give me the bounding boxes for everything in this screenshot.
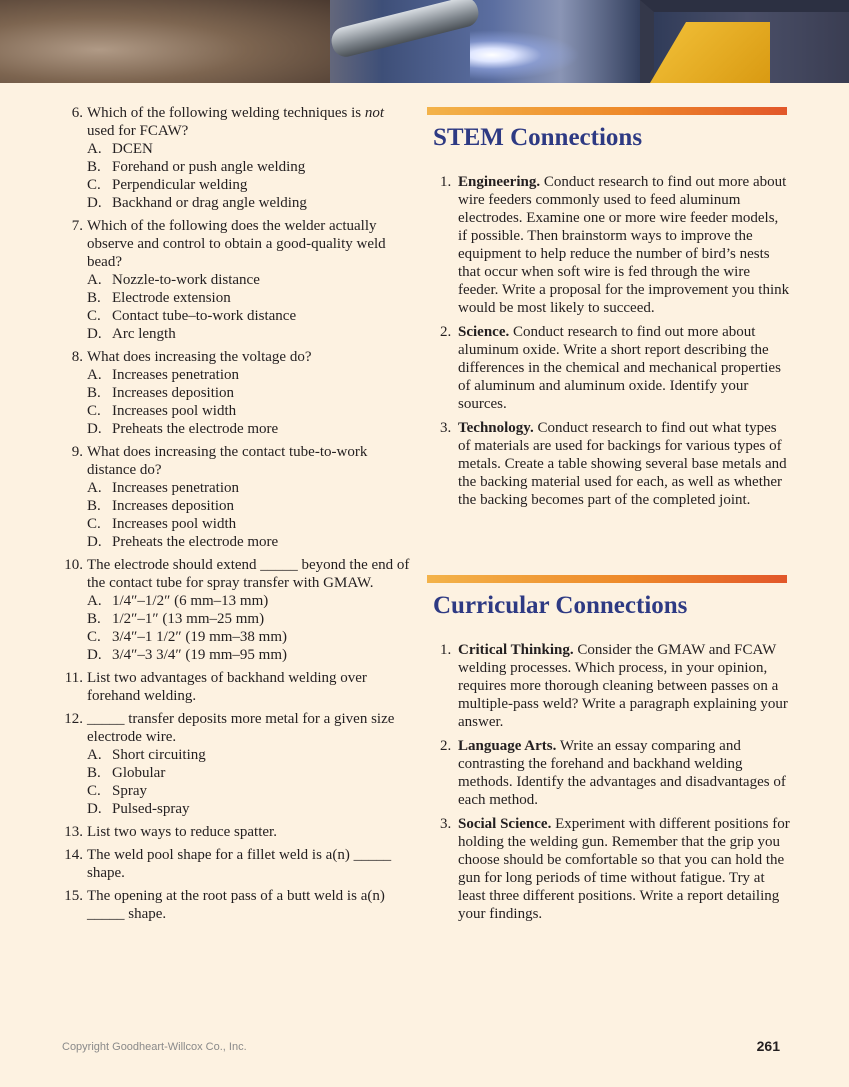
answer-options: [87, 746, 412, 818]
question-number: 11.: [64, 670, 83, 686]
option-text: 3/4″–1 1/2″ (19 mm–38 mm): [112, 629, 287, 645]
question-text: [87, 104, 412, 140]
option-text: Preheats the electrode more: [112, 421, 279, 437]
question-item: [62, 443, 412, 551]
answer-option: [87, 592, 412, 610]
item-text: [458, 641, 790, 731]
option-letter: C.: [87, 783, 101, 799]
question-item: [62, 104, 412, 212]
question-item: [62, 217, 412, 343]
question-number: 14.: [64, 847, 83, 863]
option-letter: C.: [87, 403, 101, 419]
answer-option: [87, 497, 412, 515]
question-text: _____ transfer deposits more metal for a given size electrode wire.: [87, 711, 395, 745]
answer-option: [87, 194, 412, 212]
option-letter: D.: [87, 534, 102, 550]
option-text: Pulsed-spray: [112, 801, 190, 817]
option-letter: B.: [87, 159, 101, 175]
question-text: List two ways to reduce spatter.: [87, 824, 277, 840]
answer-option: [87, 176, 412, 194]
option-text: Arc length: [112, 326, 176, 342]
answer-options: [87, 140, 412, 212]
option-text: Nozzle-to-work distance: [112, 272, 260, 288]
answer-option: [87, 746, 412, 764]
item-body: Conduct research to find out more about aluminum oxide. Write a short report describing the differences in the chemical and mechanical properties of aluminum and aluminum oxide. Identify your sources.: [458, 324, 781, 412]
question-item: [62, 348, 412, 438]
answer-option: [87, 307, 412, 325]
curricular-connections-section: [427, 575, 790, 929]
connection-item: [440, 173, 790, 317]
option-text: Increases deposition: [112, 498, 235, 514]
option-letter: A.: [87, 272, 102, 288]
answer-option: [87, 628, 412, 646]
option-letter: D.: [87, 195, 102, 211]
option-text: Forehand or push angle welding: [112, 159, 306, 175]
question-text: What does increasing the contact tube-to-work distance do?: [87, 444, 368, 478]
item-text: [458, 737, 790, 809]
option-letter: D.: [87, 801, 102, 817]
item-number: 3.: [440, 816, 452, 832]
section-title: Curricular Connections: [433, 592, 688, 619]
item-heading: Language Arts.: [458, 738, 557, 754]
option-letter: A.: [87, 747, 102, 763]
option-letter: D.: [87, 421, 102, 437]
question-text: What does increasing the voltage do?: [87, 349, 312, 365]
answer-option: [87, 420, 412, 438]
answer-option: [87, 289, 412, 307]
question-text: The opening at the root pass of a butt weld is a(n) _____ shape.: [87, 888, 385, 922]
option-text: Short circuiting: [112, 747, 206, 763]
welding-torch-image: [329, 0, 482, 60]
connection-item: [440, 641, 790, 731]
option-letter: D.: [87, 326, 102, 342]
option-letter: C.: [87, 177, 101, 193]
option-text: DCEN: [112, 141, 153, 157]
item-heading: Critical Thinking.: [458, 642, 574, 658]
item-number: 1.: [440, 174, 452, 190]
question-number: 15.: [64, 888, 83, 904]
item-body: Conduct research to find out more about wire feeders commonly used to feed aluminum electrodes. Examine one or more wire feeder models, if possible. Then brainstorm ways to improve the equipment to help reduce the number of bird’s nests that occur when soft wire is fed through the wire feeder. Write a proposal for the improvement you think would be most likely to succeed.: [458, 174, 790, 316]
connection-item: [440, 323, 790, 413]
option-letter: D.: [87, 647, 102, 663]
question-text: The weld pool shape for a fillet weld is a(n) _____ shape.: [87, 847, 392, 881]
option-text: Globular: [112, 765, 166, 781]
page-number: 261: [756, 1038, 780, 1054]
item-body: Consider the GMAW and FCAW welding processes. Which process, in your opinion, requires more thorough cleaning between passes on a multiple-pass weld? Write a paragraph explaining your answer.: [458, 642, 788, 730]
option-text: Contact tube–to-work distance: [112, 308, 297, 324]
answer-option: [87, 479, 412, 497]
welding-glove-image: [0, 0, 330, 83]
item-heading: Social Science.: [458, 816, 552, 832]
curricular-items-list: [440, 641, 790, 923]
option-text: Increases penetration: [112, 367, 240, 383]
option-letter: B.: [87, 611, 101, 627]
option-text: 3/4″–3 3/4″ (19 mm–95 mm): [112, 647, 287, 663]
item-heading: Engineering.: [458, 174, 541, 190]
copyright-notice: Copyright Goodheart-Willcox Co., Inc.: [62, 1041, 247, 1053]
answer-option: [87, 646, 412, 664]
question-item: [62, 710, 412, 818]
option-text: Spray: [112, 783, 147, 799]
section-accent-bar: [427, 575, 787, 583]
welding-arc-image: [470, 30, 580, 80]
question-number: 13.: [64, 824, 83, 840]
option-letter: A.: [87, 141, 102, 157]
header-photo-banner: [0, 0, 849, 83]
item-body: Conduct research to find out what types of materials are used for backings for various types of metals. Create a table showing several base metals and the backing material used for each, as well as whether the backing becomes part of the completed joint.: [458, 420, 787, 508]
answer-option: [87, 782, 412, 800]
answer-option: [87, 366, 412, 384]
answer-options: [87, 479, 412, 551]
option-text: 1/2″–1″ (13 mm–25 mm): [112, 611, 265, 627]
question-number: 10.: [64, 557, 83, 573]
option-letter: C.: [87, 308, 101, 324]
option-text: Increases penetration: [112, 480, 240, 496]
review-questions: [62, 104, 412, 928]
stem-items-list: [440, 173, 790, 509]
answer-option: [87, 533, 412, 551]
option-text: Increases pool width: [112, 516, 237, 532]
answer-option: [87, 800, 412, 818]
answer-option: [87, 384, 412, 402]
option-letter: C.: [87, 516, 101, 532]
question-number: 8.: [71, 349, 83, 365]
item-number: 1.: [440, 642, 452, 658]
question-number: 9.: [71, 444, 83, 460]
option-letter: B.: [87, 385, 101, 401]
option-text: 1/4″–1/2″ (6 mm–13 mm): [112, 593, 269, 609]
question-item: [62, 556, 412, 664]
question-number: 6.: [71, 105, 83, 121]
stem-connections-section: [427, 107, 790, 515]
section-accent-bar: [427, 107, 787, 115]
option-text: Preheats the electrode more: [112, 534, 279, 550]
question-item: [62, 846, 412, 882]
item-body: Write an essay comparing and contrasting the forehand and backhand welding methods. Identify the advantages and disadvantages of each method.: [458, 738, 786, 808]
answer-options: [87, 592, 412, 664]
answer-option: [87, 610, 412, 628]
item-number: 2.: [440, 738, 452, 754]
item-heading: Science.: [458, 324, 510, 340]
question-text-emphasis: not: [364, 105, 385, 121]
answer-option: [87, 764, 412, 782]
connection-item: [440, 419, 790, 509]
answer-options: [87, 366, 412, 438]
connection-item: [440, 815, 790, 923]
answer-option: [87, 325, 412, 343]
option-text: Increases deposition: [112, 385, 235, 401]
question-text-part: Which of the following welding techniques is: [87, 105, 365, 121]
connection-item: [440, 737, 790, 809]
option-letter: B.: [87, 290, 101, 306]
answer-option: [87, 271, 412, 289]
question-item: [62, 887, 412, 923]
item-text: [458, 173, 790, 317]
option-letter: A.: [87, 593, 102, 609]
option-letter: A.: [87, 367, 102, 383]
item-text: [458, 815, 790, 923]
question-item: [62, 669, 412, 705]
option-text: Electrode extension: [112, 290, 231, 306]
question-number: 7.: [71, 218, 83, 234]
option-letter: B.: [87, 498, 101, 514]
answer-options: [87, 271, 412, 343]
question-text-part: used for FCAW?: [87, 123, 189, 139]
question-text: Which of the following does the welder actually observe and control to obtain a good-quality weld bead?: [87, 218, 386, 270]
question-text: The electrode should extend _____ beyond the end of the contact tube for spray transfer with GMAW.: [87, 557, 410, 591]
item-text: [458, 323, 790, 413]
answer-option: [87, 158, 412, 176]
answer-option: [87, 515, 412, 533]
question-item: [62, 823, 412, 841]
item-number: 2.: [440, 324, 452, 340]
item-heading: Technology.: [458, 420, 534, 436]
section-title: STEM Connections: [433, 124, 643, 151]
question-text: List two advantages of backhand welding over forehand welding.: [87, 670, 367, 704]
option-text: Increases pool width: [112, 403, 237, 419]
answer-option: [87, 402, 412, 420]
option-letter: A.: [87, 480, 102, 496]
item-text: [458, 419, 790, 509]
answer-option: [87, 140, 412, 158]
question-number: 12.: [64, 711, 83, 727]
option-letter: B.: [87, 765, 101, 781]
option-letter: C.: [87, 629, 101, 645]
item-number: 3.: [440, 420, 452, 436]
option-text: Backhand or drag angle welding: [112, 195, 307, 211]
item-body: Experiment with different positions for holding the welding gun. Remember that the grip you choose should be comfortable so that you can hold the gun for long periods of time without fatigue. Try at least three different positions. Write a report detailing your findings.: [458, 816, 790, 922]
option-text: Perpendicular welding: [112, 177, 248, 193]
